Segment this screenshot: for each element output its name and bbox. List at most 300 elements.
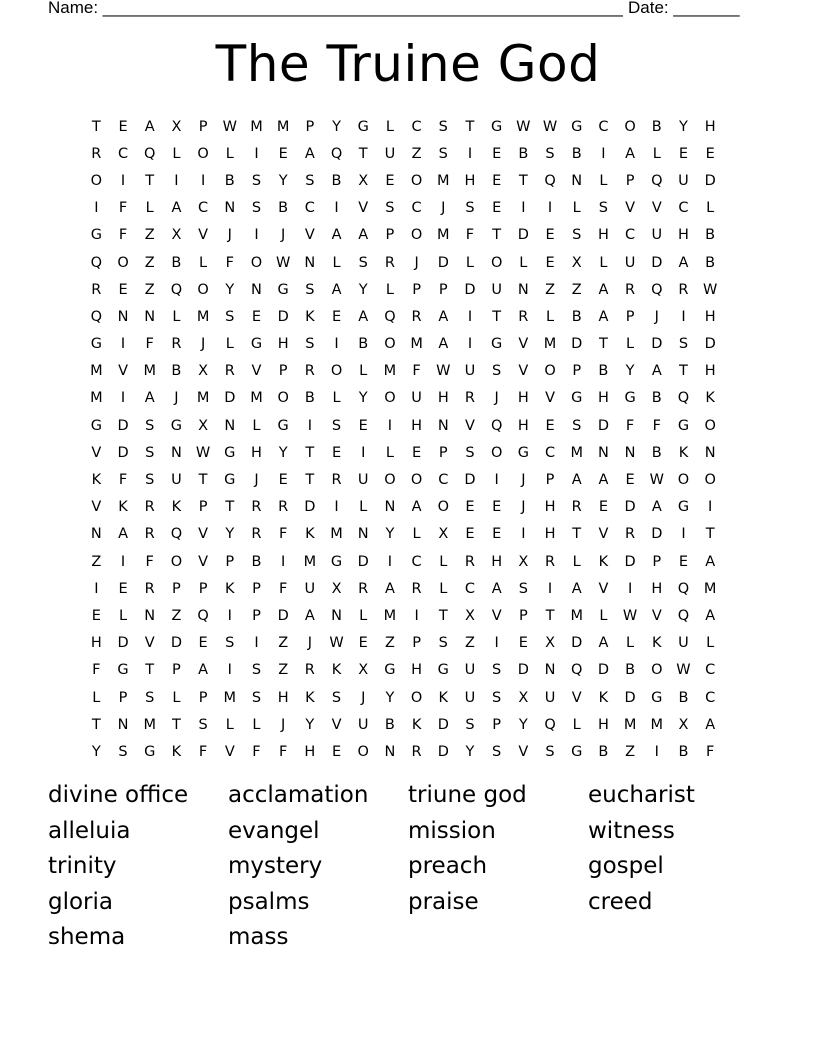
grid-cell[interactable]: M (303, 553, 317, 570)
grid-cell[interactable]: Q (651, 172, 663, 189)
grid-cell[interactable]: N (144, 308, 156, 325)
grid-cell[interactable]: R (144, 526, 155, 543)
grid-cell[interactable]: H (411, 662, 423, 679)
grid-cell[interactable]: P (652, 553, 662, 570)
grid-cell[interactable]: D (571, 635, 583, 652)
grid-cell[interactable]: H (678, 227, 689, 244)
grid-cell[interactable]: F (412, 363, 421, 380)
grid-cell[interactable]: L (465, 254, 475, 271)
grid-cell[interactable]: G (250, 336, 263, 353)
grid-cell[interactable]: D (357, 553, 369, 570)
grid-cell[interactable]: G (677, 417, 690, 434)
grid-cell[interactable]: X (198, 417, 209, 434)
grid-cell[interactable]: U (651, 227, 663, 244)
grid-cell[interactable]: V (144, 635, 155, 652)
grid-cell[interactable]: B (625, 662, 636, 679)
grid-cell[interactable]: Q (677, 390, 690, 407)
grid-cell[interactable]: N (224, 417, 236, 434)
grid-cell[interactable]: A (331, 227, 342, 244)
grid-cell[interactable]: M (90, 363, 103, 380)
grid-cell[interactable]: Q (330, 145, 343, 162)
grid-cell[interactable]: P (492, 716, 502, 733)
grid-cell[interactable]: U (544, 689, 556, 706)
grid-cell[interactable]: R (411, 580, 422, 597)
grid-cell[interactable]: R (518, 308, 529, 325)
grid-cell[interactable]: F (145, 336, 154, 353)
grid-cell[interactable]: M (143, 363, 156, 380)
grid-cell[interactable]: P (518, 607, 528, 624)
grid-cell[interactable]: I (387, 417, 393, 434)
grid-cell[interactable]: E (251, 308, 262, 325)
grid-cell[interactable]: B (171, 254, 182, 271)
grid-cell[interactable]: H (597, 227, 609, 244)
grid-cell[interactable]: P (198, 499, 208, 516)
grid-cell[interactable]: R (544, 553, 556, 570)
grid-cell[interactable]: U (384, 145, 396, 162)
grid-cell[interactable]: F (278, 526, 288, 543)
grid-cell[interactable]: R (384, 254, 395, 271)
grid-cell[interactable]: W (436, 363, 451, 380)
grid-cell[interactable]: S (251, 662, 262, 679)
grid-cell[interactable]: S (465, 200, 475, 217)
grid-cell[interactable]: K (411, 716, 422, 733)
grid-cell[interactable]: E (492, 172, 502, 189)
grid-cell[interactable]: O (410, 227, 423, 244)
grid-cell[interactable]: L (572, 200, 581, 217)
grid-cell[interactable]: L (332, 390, 341, 407)
grid-cell[interactable]: R (251, 526, 262, 543)
grid-cell[interactable]: P (438, 444, 448, 461)
grid-cell[interactable]: I (94, 580, 99, 597)
grid-cell[interactable]: B (331, 172, 342, 189)
grid-cell[interactable]: S (145, 444, 155, 461)
grid-cell[interactable]: O (704, 417, 716, 434)
grid-cell[interactable]: N (597, 444, 609, 461)
grid-cell[interactable]: E (465, 526, 475, 543)
grid-cell[interactable]: D (117, 444, 129, 461)
grid-cell[interactable]: F (145, 553, 154, 570)
grid-cell[interactable]: O (384, 390, 396, 407)
grid-cell[interactable]: I (547, 200, 553, 217)
grid-cell[interactable]: K (652, 635, 662, 652)
grid-cell[interactable]: J (281, 227, 286, 244)
grid-cell[interactable]: O (410, 172, 423, 189)
grid-cell[interactable]: H (704, 118, 716, 135)
grid-cell[interactable]: N (117, 716, 129, 733)
grid-cell[interactable]: L (92, 689, 101, 706)
grid-cell[interactable]: F (465, 227, 475, 244)
grid-cell[interactable]: C (544, 444, 556, 461)
grid-cell[interactable]: C (625, 227, 636, 244)
grid-cell[interactable]: C (117, 145, 129, 162)
grid-cell[interactable]: I (254, 145, 259, 162)
grid-cell[interactable]: L (359, 363, 368, 380)
grid-cell[interactable]: S (492, 662, 502, 679)
grid-cell[interactable]: D (277, 607, 289, 624)
grid-cell[interactable]: C (198, 200, 209, 217)
grid-cell[interactable]: X (518, 553, 529, 570)
grid-cell[interactable]: G (277, 281, 289, 298)
grid-cell[interactable]: S (465, 716, 475, 733)
grid-cell[interactable]: G (357, 118, 369, 135)
grid-cell[interactable]: H (544, 499, 556, 516)
grid-cell[interactable]: I (334, 336, 339, 353)
grid-cell[interactable]: T (545, 607, 555, 624)
grid-cell[interactable]: M (223, 689, 237, 706)
grid-cell[interactable]: P (625, 172, 635, 189)
grid-cell[interactable]: Y (305, 716, 315, 733)
grid-cell[interactable]: O (544, 363, 556, 380)
grid-cell[interactable]: Q (677, 580, 690, 597)
grid-cell[interactable]: Y (332, 118, 341, 135)
grid-cell[interactable]: O (490, 444, 503, 461)
grid-cell[interactable]: H (704, 308, 716, 325)
grid-cell[interactable]: Y (225, 526, 235, 543)
grid-cell[interactable]: A (411, 499, 422, 516)
grid-cell[interactable]: V (91, 444, 102, 461)
grid-cell[interactable]: T (598, 336, 608, 353)
grid-cell[interactable]: J (227, 227, 232, 244)
grid-cell[interactable]: D (224, 390, 236, 407)
grid-cell[interactable]: S (225, 308, 235, 325)
grid-cell[interactable]: O (277, 390, 289, 407)
grid-cell[interactable]: W (275, 254, 291, 271)
grid-cell[interactable]: K (305, 308, 315, 325)
grid-cell[interactable]: E (118, 118, 128, 135)
grid-cell[interactable]: V (198, 526, 209, 543)
grid-cell[interactable]: J (494, 390, 499, 407)
grid-cell[interactable]: M (330, 526, 343, 543)
grid-cell[interactable]: W (622, 607, 638, 624)
grid-cell[interactable]: B (651, 444, 662, 461)
grid-cell[interactable]: K (225, 580, 235, 597)
grid-cell[interactable]: X (198, 363, 209, 380)
grid-cell[interactable]: V (491, 607, 502, 624)
grid-cell[interactable]: I (120, 336, 126, 353)
grid-cell[interactable]: B (651, 390, 662, 407)
grid-cell[interactable]: F (118, 200, 128, 217)
grid-cell[interactable]: G (571, 118, 583, 135)
grid-cell[interactable]: X (358, 172, 369, 189)
grid-cell[interactable]: L (412, 526, 421, 543)
grid-cell[interactable]: T (358, 145, 368, 162)
grid-cell[interactable]: A (651, 363, 662, 380)
grid-cell[interactable]: E (278, 145, 288, 162)
grid-cell[interactable]: L (359, 499, 368, 516)
grid-cell[interactable]: V (571, 689, 582, 706)
grid-cell[interactable]: F (625, 417, 635, 434)
grid-cell[interactable]: B (571, 145, 582, 162)
grid-cell[interactable]: S (492, 743, 502, 760)
grid-cell[interactable]: H (597, 716, 609, 733)
grid-cell[interactable]: O (410, 689, 423, 706)
grid-cell[interactable]: I (254, 227, 259, 244)
grid-cell[interactable]: B (358, 336, 369, 353)
grid-cell[interactable]: L (652, 145, 661, 162)
grid-cell[interactable]: E (91, 607, 101, 624)
grid-cell[interactable]: G (624, 390, 636, 407)
grid-cell[interactable]: E (545, 254, 555, 271)
grid-cell[interactable]: L (145, 200, 154, 217)
grid-cell[interactable]: F (652, 417, 661, 434)
grid-cell[interactable]: F (705, 743, 715, 760)
grid-cell[interactable]: A (144, 118, 155, 135)
grid-cell[interactable]: O (170, 553, 183, 570)
grid-cell[interactable]: D (624, 553, 636, 570)
grid-cell[interactable]: R (91, 281, 102, 298)
grid-cell[interactable]: Z (571, 281, 582, 298)
grid-cell[interactable]: J (521, 472, 526, 489)
grid-cell[interactable]: N (571, 172, 583, 189)
grid-cell[interactable]: W (676, 662, 691, 679)
grid-cell[interactable]: L (706, 635, 715, 652)
grid-cell[interactable]: C (411, 553, 422, 570)
grid-cell[interactable]: R (171, 336, 182, 353)
grid-cell[interactable]: A (438, 336, 449, 353)
grid-cell[interactable]: D (117, 635, 129, 652)
grid-cell[interactable]: Z (278, 635, 289, 652)
grid-cell[interactable]: A (678, 254, 689, 271)
grid-cell[interactable]: G (277, 417, 289, 434)
grid-cell[interactable]: B (304, 390, 315, 407)
grid-cell[interactable]: A (118, 526, 128, 543)
grid-cell[interactable]: Q (90, 254, 103, 271)
grid-cell[interactable]: N (384, 499, 396, 516)
grid-cell[interactable]: H (517, 390, 529, 407)
grid-cell[interactable]: Y (358, 390, 368, 407)
grid-cell[interactable]: Y (91, 743, 101, 760)
grid-cell[interactable]: V (331, 716, 342, 733)
grid-cell[interactable]: S (145, 417, 155, 434)
grid-cell[interactable]: L (172, 145, 181, 162)
grid-cell[interactable]: M (703, 580, 717, 597)
grid-cell[interactable]: O (651, 662, 663, 679)
grid-cell[interactable]: O (117, 254, 129, 271)
grid-cell[interactable]: J (654, 308, 659, 325)
grid-cell[interactable]: M (143, 716, 156, 733)
grid-cell[interactable]: V (651, 607, 662, 624)
grid-cell[interactable]: U (678, 635, 689, 652)
grid-cell[interactable]: L (252, 417, 261, 434)
grid-cell[interactable]: S (358, 254, 368, 271)
grid-cell[interactable]: E (358, 635, 368, 652)
grid-cell[interactable]: L (225, 716, 234, 733)
grid-cell[interactable]: G (677, 499, 690, 516)
grid-cell[interactable]: I (120, 390, 126, 407)
grid-cell[interactable]: H (411, 417, 423, 434)
grid-cell[interactable]: T (438, 607, 448, 624)
grid-cell[interactable]: E (198, 635, 208, 652)
grid-cell[interactable]: O (677, 472, 690, 489)
grid-cell[interactable]: Z (465, 635, 475, 652)
grid-cell[interactable]: C (411, 200, 422, 217)
grid-cell[interactable]: X (678, 716, 689, 733)
grid-cell[interactable]: T (91, 118, 101, 135)
grid-cell[interactable]: T (198, 472, 208, 489)
grid-cell[interactable]: S (331, 689, 342, 706)
grid-cell[interactable]: L (199, 254, 208, 271)
grid-cell[interactable]: G (144, 743, 156, 760)
grid-cell[interactable]: T (225, 499, 235, 516)
grid-cell[interactable]: X (545, 635, 555, 652)
grid-cell[interactable]: N (437, 417, 449, 434)
grid-cell[interactable]: A (358, 308, 369, 325)
grid-cell[interactable]: R (625, 526, 636, 543)
grid-cell[interactable]: L (599, 607, 608, 624)
grid-cell[interactable]: R (331, 472, 342, 489)
grid-cell[interactable]: D (437, 716, 449, 733)
grid-cell[interactable]: F (92, 662, 101, 679)
grid-cell[interactable]: Q (544, 716, 556, 733)
grid-cell[interactable]: L (439, 553, 448, 570)
grid-cell[interactable]: B (224, 172, 235, 189)
grid-cell[interactable]: I (281, 553, 286, 570)
grid-cell[interactable]: J (521, 499, 526, 516)
grid-cell[interactable]: D (304, 499, 316, 516)
grid-cell[interactable]: O (357, 743, 369, 760)
grid-cell[interactable]: E (331, 308, 342, 325)
grid-cell[interactable]: C (705, 662, 716, 679)
grid-cell[interactable]: E (465, 499, 475, 516)
grid-cell[interactable]: V (651, 200, 662, 217)
grid-cell[interactable]: D (277, 308, 289, 325)
grid-cell[interactable]: K (305, 526, 315, 543)
grid-cell[interactable]: U (171, 472, 182, 489)
grid-cell[interactable]: M (383, 363, 397, 380)
grid-cell[interactable]: G (224, 472, 236, 489)
grid-cell[interactable]: J (254, 472, 259, 489)
grid-cell[interactable]: G (224, 444, 236, 461)
grid-cell[interactable]: K (305, 689, 315, 706)
grid-cell[interactable]: S (492, 689, 502, 706)
grid-cell[interactable]: S (251, 172, 262, 189)
grid-cell[interactable]: L (118, 607, 128, 624)
grid-cell[interactable]: U (491, 281, 502, 298)
grid-cell[interactable]: A (438, 308, 449, 325)
grid-cell[interactable]: O (197, 281, 209, 298)
grid-cell[interactable]: L (172, 689, 181, 706)
grid-cell[interactable]: Q (677, 607, 690, 624)
grid-cell[interactable]: O (410, 472, 423, 489)
grid-cell[interactable]: L (545, 308, 555, 325)
grid-cell[interactable]: T (465, 118, 475, 135)
grid-cell[interactable]: P (252, 580, 261, 597)
grid-cell[interactable]: U (464, 363, 476, 380)
grid-cell[interactable]: Z (278, 662, 289, 679)
grid-cell[interactable]: T (518, 172, 528, 189)
grid-cell[interactable]: Y (225, 281, 235, 298)
grid-cell[interactable]: I (494, 472, 499, 489)
grid-cell[interactable]: M (570, 607, 583, 624)
grid-cell[interactable]: O (90, 172, 103, 189)
grid-cell[interactable]: N (704, 444, 716, 461)
grid-cell[interactable]: J (200, 336, 206, 353)
grid-cell[interactable]: P (172, 580, 181, 597)
grid-cell[interactable]: E (492, 499, 502, 516)
grid-cell[interactable]: M (196, 308, 210, 325)
grid-cell[interactable]: Z (91, 553, 102, 570)
grid-cell[interactable]: S (251, 200, 262, 217)
grid-cell[interactable]: Q (384, 308, 396, 325)
grid-cell[interactable]: L (385, 118, 394, 135)
grid-cell[interactable]: K (598, 553, 609, 570)
grid-cell[interactable]: X (465, 607, 475, 624)
grid-cell[interactable]: R (464, 390, 475, 407)
grid-cell[interactable]: M (570, 444, 583, 461)
grid-cell[interactable]: H (437, 390, 449, 407)
grid-cell[interactable]: S (518, 580, 528, 597)
grid-cell[interactable]: P (572, 363, 582, 380)
grid-cell[interactable]: R (304, 363, 315, 380)
grid-cell[interactable]: L (225, 145, 234, 162)
grid-cell[interactable]: X (571, 254, 582, 271)
grid-cell[interactable]: A (705, 607, 716, 624)
grid-cell[interactable]: D (437, 743, 449, 760)
grid-cell[interactable]: S (225, 635, 235, 652)
grid-cell[interactable]: A (304, 145, 315, 162)
grid-cell[interactable]: S (305, 336, 315, 353)
grid-cell[interactable]: K (171, 499, 182, 516)
grid-cell[interactable]: L (252, 716, 261, 733)
grid-cell[interactable]: I (414, 607, 419, 624)
grid-cell[interactable]: V (598, 526, 609, 543)
grid-cell[interactable]: U (357, 716, 369, 733)
grid-cell[interactable]: I (334, 200, 339, 217)
grid-cell[interactable]: G (330, 553, 343, 570)
grid-cell[interactable]: Q (170, 526, 183, 543)
grid-cell[interactable]: B (251, 553, 262, 570)
grid-cell[interactable]: O (250, 254, 263, 271)
grid-cell[interactable]: R (278, 499, 289, 516)
grid-cell[interactable]: D (517, 662, 529, 679)
grid-cell[interactable]: V (625, 200, 636, 217)
grid-cell[interactable]: G (384, 662, 396, 679)
grid-cell[interactable]: Z (384, 635, 395, 652)
grid-cell[interactable]: F (252, 743, 261, 760)
grid-cell[interactable]: A (144, 390, 155, 407)
grid-cell[interactable]: B (705, 254, 716, 271)
grid-cell[interactable]: A (198, 662, 209, 679)
grid-cell[interactable]: O (197, 145, 209, 162)
grid-cell[interactable]: K (598, 689, 609, 706)
grid-cell[interactable]: I (521, 200, 526, 217)
grid-cell[interactable]: T (679, 363, 688, 380)
grid-cell[interactable]: O (704, 472, 716, 489)
grid-cell[interactable]: M (276, 118, 290, 135)
grid-cell[interactable]: U (678, 172, 689, 189)
grid-cell[interactable]: K (438, 689, 449, 706)
grid-cell[interactable]: D (651, 526, 663, 543)
grid-cell[interactable]: W (542, 118, 558, 135)
grid-cell[interactable]: N (304, 254, 316, 271)
grid-cell[interactable]: V (304, 227, 315, 244)
grid-cell[interactable]: D (651, 336, 663, 353)
grid-cell[interactable]: P (412, 281, 421, 298)
grid-cell[interactable]: J (414, 254, 419, 271)
grid-cell[interactable]: V (224, 743, 235, 760)
grid-cell[interactable]: P (118, 689, 128, 706)
grid-cell[interactable]: V (465, 417, 475, 434)
grid-cell[interactable]: A (331, 281, 342, 298)
grid-cell[interactable]: J (441, 200, 446, 217)
grid-cell[interactable]: D (117, 417, 129, 434)
grid-cell[interactable]: G (651, 689, 663, 706)
grid-cell[interactable]: E (545, 227, 555, 244)
grid-cell[interactable]: F (198, 743, 208, 760)
grid-cell[interactable]: H (464, 172, 476, 189)
grid-cell[interactable]: L (572, 553, 581, 570)
grid-cell[interactable]: Q (90, 308, 103, 325)
